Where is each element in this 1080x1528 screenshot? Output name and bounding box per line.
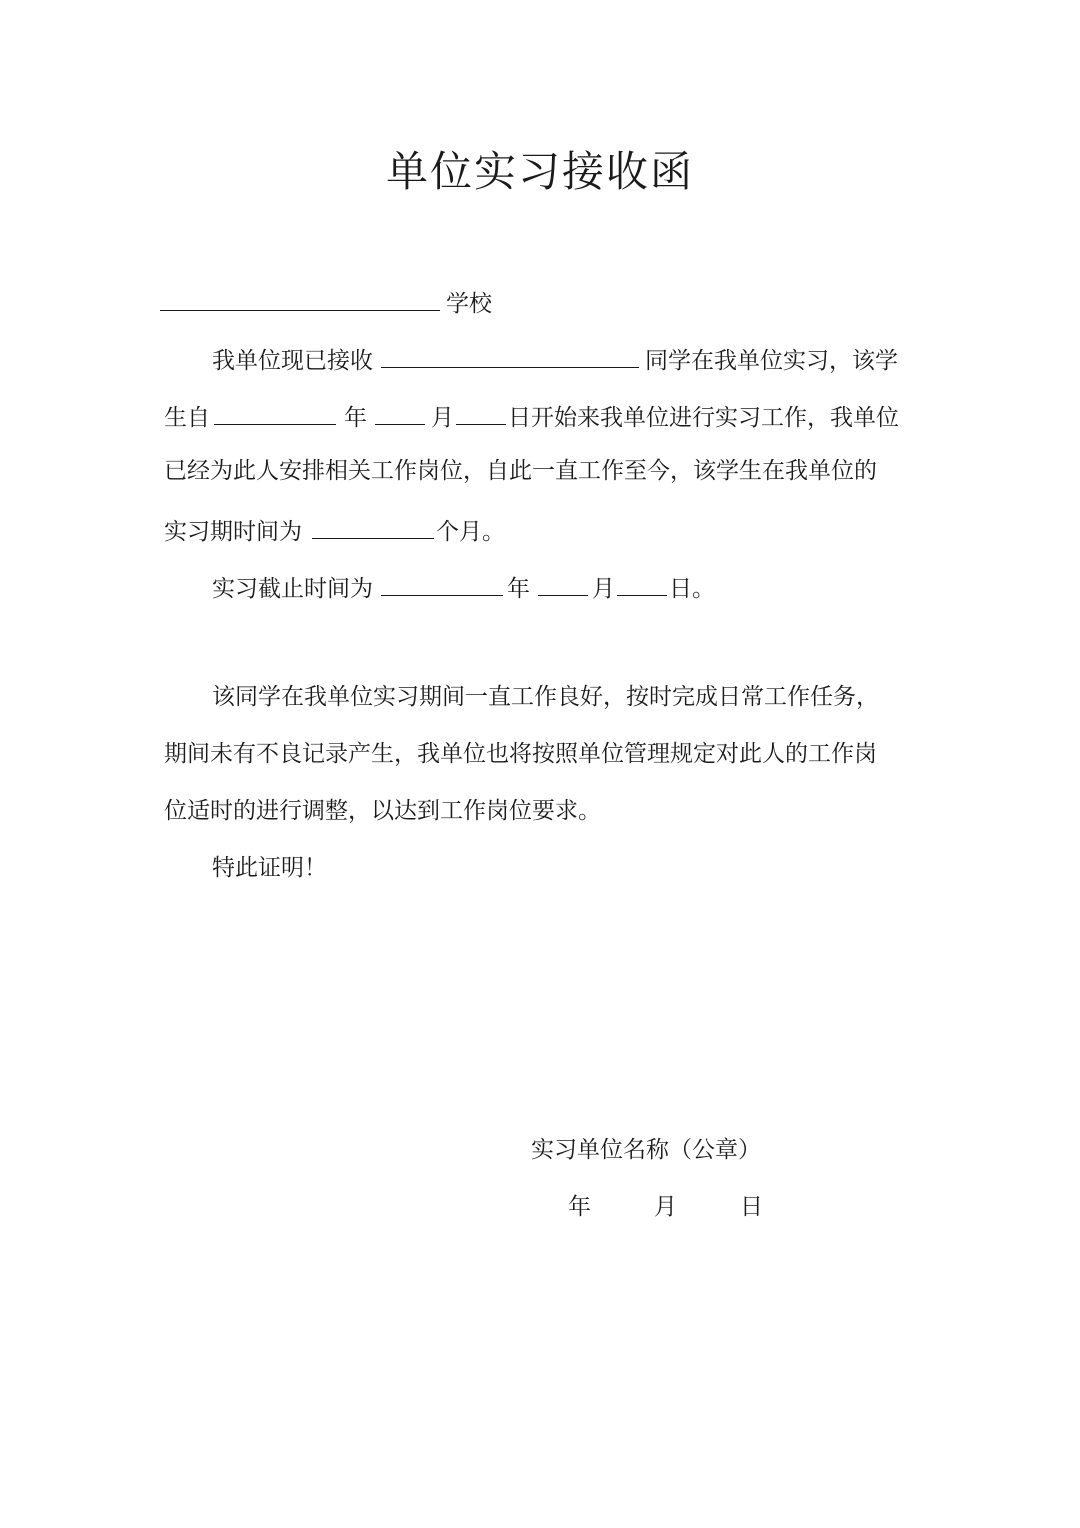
p1-text: 我单位现已接收: [212, 348, 373, 374]
start-year-blank[interactable]: [214, 398, 336, 425]
p1-text: 日开始来我单位进行实习工作，我单位: [508, 405, 899, 431]
end-date-line: [212, 569, 715, 605]
p3-line-2: 期间未有不良记录产生，我单位也将按照单位管理规定对此人的工作岗: [164, 741, 877, 767]
end-year-blank[interactable]: [381, 569, 503, 596]
p1-text: 生自: [164, 405, 210, 431]
signature-day: 日: [740, 1194, 763, 1220]
p1-text: 同学在我单位实习，该学: [645, 348, 898, 374]
p1-line-3: 已经为此人安排相关工作岗位，自此一直工作至今，该学生在我单位的: [164, 458, 877, 484]
signature-month: 月: [654, 1194, 677, 1220]
signature-org: 实习单位名称（公章）: [531, 1137, 761, 1163]
p1-line-4: [164, 512, 505, 548]
start-month-blank[interactable]: [375, 398, 425, 425]
end-month-blank[interactable]: [538, 569, 588, 596]
p1-text: 实习期时间为: [164, 519, 302, 545]
p2-text: 实习截止时间为: [212, 576, 373, 602]
school-line: [160, 284, 492, 320]
p3-line-1: 该同学在我单位实习期间一直工作良好，按时完成日常工作任务，: [212, 684, 879, 710]
p2-text: 年: [507, 576, 530, 602]
document-title: 单位实习接收函: [385, 147, 694, 196]
p3-line-3: 位适时的进行调整，以达到工作岗位要求。: [164, 798, 601, 824]
closing-text: 特此证明！: [212, 855, 327, 881]
duration-months-blank[interactable]: [312, 512, 434, 539]
start-day-blank[interactable]: [456, 398, 506, 425]
p1-text: 年: [344, 405, 367, 431]
p1-text: 月: [431, 405, 454, 431]
student-name-blank[interactable]: [381, 341, 639, 368]
school-name-blank[interactable]: [160, 284, 440, 311]
p2-text: 月: [592, 576, 615, 602]
p1-line-1: [212, 341, 898, 377]
signature-year: 年: [568, 1194, 591, 1220]
end-day-blank[interactable]: [617, 569, 667, 596]
p2-text: 日。: [669, 576, 715, 602]
school-suffix: 学校: [446, 291, 492, 317]
p1-line-2: [164, 398, 899, 434]
p1-text: 个月。: [436, 519, 505, 545]
